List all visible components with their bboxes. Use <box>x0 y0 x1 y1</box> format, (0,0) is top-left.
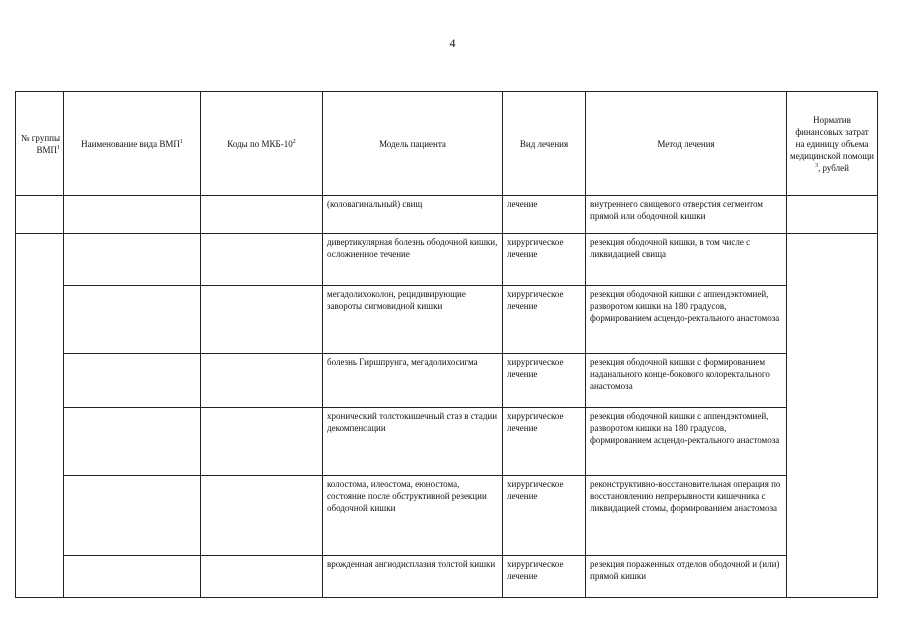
cell-model: дивертикулярная болезнь ободочной кишки, осложненное течение <box>323 234 503 286</box>
header-group: № группы ВМП$^1$ <box>16 92 64 196</box>
table-row <box>16 286 878 354</box>
cell-model: хронический толстокишечный стаз в стадии декомпенсации <box>323 408 503 476</box>
header-codes: Коды по МКБ-$10^2$ <box>201 92 323 196</box>
cell-model: болезнь Гиршпрунга, мегадолихосигма <box>323 354 503 408</box>
cell-codes <box>201 354 323 408</box>
header-method: Метод лечения <box>586 92 787 196</box>
cell-name <box>64 476 201 556</box>
cell-name <box>64 234 201 286</box>
header-norm: Норматив финансовых затрат на единицу объема медицинской помощи $^3$, рублей <box>787 92 878 196</box>
cell-group <box>16 196 64 234</box>
cell-type: хирургическое лечение <box>503 556 586 598</box>
header-name: Наименование вида ВМП$^1$ <box>64 92 201 196</box>
table-row <box>16 476 878 556</box>
cell-codes <box>201 196 323 234</box>
cell-codes <box>201 476 323 556</box>
table-row <box>16 196 878 234</box>
header-model: Модель пациента <box>323 92 503 196</box>
cell-model: мегадолихоколон, рецидивирующие завороты сигмовидной кишки <box>323 286 503 354</box>
cell-type: хирургическое лечение <box>503 286 586 354</box>
table-row <box>16 556 878 598</box>
cell-name <box>64 408 201 476</box>
cell-group <box>16 234 64 598</box>
cell-name <box>64 556 201 598</box>
header-type: Вид лечения <box>503 92 586 196</box>
cell-codes <box>201 234 323 286</box>
cell-model: врожденная ангиодисплазия толстой кишки <box>323 556 503 598</box>
cell-name <box>64 286 201 354</box>
header-row <box>16 92 878 196</box>
cell-codes <box>201 408 323 476</box>
cell-type: хирургическое лечение <box>503 354 586 408</box>
cell-codes <box>201 556 323 598</box>
cell-method: реконструктивно-восстановительная операция по восстановлению непрерывности кишечника с ликвидацией стомы, формированием анастомоза <box>586 476 787 556</box>
cell-type: хирургическое лечение <box>503 234 586 286</box>
cell-name <box>64 196 201 234</box>
cell-name <box>64 354 201 408</box>
cell-codes <box>201 286 323 354</box>
cell-model: колостома, илеостома, еюностома, состояние после обструктивной резекции ободочной кишки <box>323 476 503 556</box>
cell-norm <box>787 234 878 598</box>
cell-type: хирургическое лечение <box>503 476 586 556</box>
cell-method: резекция пораженных отделов ободочной и (или) прямой кишки <box>586 556 787 598</box>
table-row <box>16 408 878 476</box>
cell-type: лечение <box>503 196 586 234</box>
cell-method: резекция ободочной кишки с формированием наданального конце-бокового колоректального анастомоза <box>586 354 787 408</box>
cell-method: резекция ободочной кишки, в том числе с ликвидацией свища <box>586 234 787 286</box>
cell-type: хирургическое лечение <box>503 408 586 476</box>
page-number: 4 <box>449 36 456 50</box>
cell-model: (коловагинальный) свищ <box>323 196 503 234</box>
vmp-table <box>15 91 878 598</box>
table-row <box>16 234 878 286</box>
table-row <box>16 354 878 408</box>
cell-norm <box>787 196 878 234</box>
cell-method: резекция ободочной кишки с аппендэктомией, разворотом кишки на 180 градусов, формированием асцендо-ректального анастомоза <box>586 286 787 354</box>
cell-method: внутреннего свищевого отверстия сегментом прямой или ободочной кишки <box>586 196 787 234</box>
cell-method: резекция ободочной кишки с аппендэктомией, разворотом кишки на 180 градусов, формированием асцендо-ректального анастомоза <box>586 408 787 476</box>
